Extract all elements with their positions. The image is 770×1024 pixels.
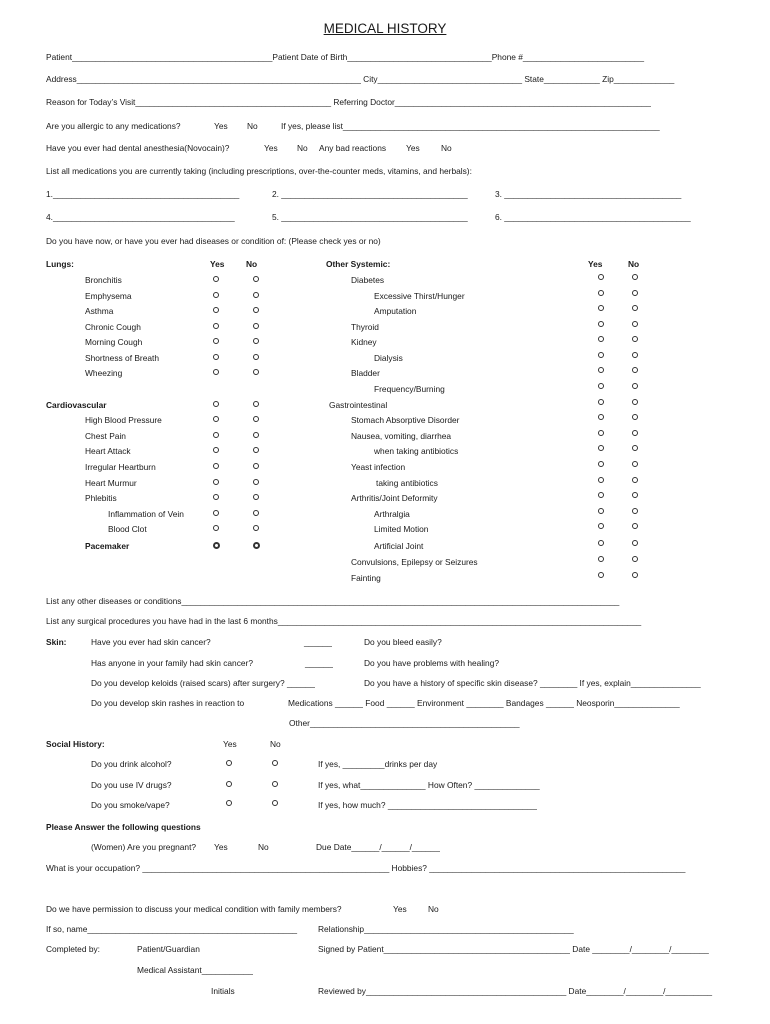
anesthesia-question: Have you ever had dental anesthesia(Novocain)? xyxy=(46,143,230,153)
condition-no-radio[interactable] xyxy=(253,447,259,453)
condition-yes-radio[interactable] xyxy=(213,276,219,282)
condition-no-radio[interactable] xyxy=(253,494,259,500)
condition-label: Fainting xyxy=(351,573,381,583)
condition-label: Stomach Absorptive Disorder xyxy=(351,415,460,425)
condition-yes-radio[interactable] xyxy=(213,447,219,453)
alcohol-yes-radio[interactable] xyxy=(226,760,232,766)
iv-drugs-yes-radio[interactable] xyxy=(226,781,232,787)
condition-label: Frequency/Burning xyxy=(374,384,445,394)
condition-yes-radio[interactable] xyxy=(598,572,604,578)
condition-label: Heart Murmur xyxy=(85,478,137,488)
condition-yes-radio[interactable] xyxy=(598,399,604,405)
condition-label: Asthma xyxy=(85,306,114,316)
condition-yes-radio[interactable] xyxy=(598,367,604,373)
iv-drugs-followup[interactable]: If yes, what______________ How Often? ______________ xyxy=(318,780,540,790)
alcohol-no-radio[interactable] xyxy=(272,760,278,766)
condition-yes-radio[interactable] xyxy=(598,492,604,498)
condition-yes-radio[interactable] xyxy=(598,290,604,296)
iv-drugs-question: Do you use IV drugs? xyxy=(91,780,172,790)
completed-by-label: Completed by: xyxy=(46,944,100,954)
condition-no-radio[interactable] xyxy=(632,274,638,280)
condition-no-radio[interactable] xyxy=(253,542,260,549)
patient-line[interactable]: Patient___________________________________________Patient Date of Birth_______________________________Phone #__________________________ xyxy=(46,52,645,62)
condition-no-radio[interactable] xyxy=(253,463,259,469)
condition-label: Chest Pain xyxy=(85,431,126,441)
reason-line[interactable]: Reason for Today’s Visit__________________________________________ Referring Doctor_______________________________________________________ xyxy=(46,97,651,107)
condition-label: Morning Cough xyxy=(85,337,143,347)
condition-no-radio[interactable] xyxy=(253,416,259,422)
condition-label: Yeast infection xyxy=(351,462,406,472)
condition-no-radio[interactable] xyxy=(632,367,638,373)
condition-yes-radio[interactable] xyxy=(213,494,219,500)
smoke-no-radio[interactable] xyxy=(272,800,278,806)
condition-label: Pacemaker xyxy=(85,541,130,551)
condition-label: Limited Motion xyxy=(374,524,429,534)
condition-yes-radio[interactable] xyxy=(213,479,219,485)
medications-intro: List all medications you are currently taking (including prescriptions, over-the-counter meds, vitamins, and herbals): xyxy=(46,166,472,176)
condition-no-radio[interactable] xyxy=(253,323,259,329)
patient-signature-line[interactable]: Signed by Patient________________________________________ Date ________/________/________ xyxy=(318,944,709,954)
condition-no-radio[interactable] xyxy=(632,508,638,514)
anesthesia-yes[interactable]: Yes xyxy=(264,143,278,153)
address-line[interactable]: Address_____________________________________________________________ City_______________________________ State____________ Zip_____________ xyxy=(46,74,675,84)
iv-drugs-no-radio[interactable] xyxy=(272,781,278,787)
smoke-question: Do you smoke/vape? xyxy=(91,800,170,810)
condition-yes-radio[interactable] xyxy=(213,338,219,344)
condition-no-radio[interactable] xyxy=(632,572,638,578)
condition-yes-radio[interactable] xyxy=(598,461,604,467)
skin-heading: Skin: xyxy=(46,637,67,647)
condition-yes-radio[interactable] xyxy=(598,274,604,280)
surgical-procedures-line[interactable]: List any surgical procedures you have had in the last 6 months______________________________________________________________________________ xyxy=(46,616,642,626)
condition-yes-radio[interactable] xyxy=(213,354,219,360)
condition-no-radio[interactable] xyxy=(253,510,259,516)
condition-yes-radio[interactable] xyxy=(598,523,604,529)
condition-yes-radio[interactable] xyxy=(598,477,604,483)
medication-line-2[interactable]: 2. ________________________________________ xyxy=(272,189,468,199)
medication-line-6[interactable]: 6. ________________________________________ xyxy=(495,212,691,222)
condition-yes-radio[interactable] xyxy=(598,414,604,420)
condition-label: when taking antibiotics xyxy=(374,446,459,456)
medication-line-3[interactable]: 3. ______________________________________ xyxy=(495,189,682,199)
due-date-line[interactable]: Due Date______/______/______ xyxy=(316,842,440,852)
patient-guardian-option[interactable]: Patient/Guardian xyxy=(137,944,200,954)
social-yes-heading: Yes xyxy=(223,739,237,749)
condition-yes-radio[interactable] xyxy=(213,432,219,438)
condition-no-radio[interactable] xyxy=(632,352,638,358)
left-no-heading: No xyxy=(246,259,258,269)
family-skin-cancer-question: Has anyone in your family had skin cancer? xyxy=(91,658,253,668)
family-skin-cancer-answer[interactable]: ______ xyxy=(305,658,333,668)
initials-label: Initials xyxy=(211,986,235,996)
condition-yes-radio[interactable] xyxy=(213,307,219,313)
condition-label: Dialysis xyxy=(374,353,403,363)
alcohol-question: Do you drink alcohol? xyxy=(91,759,172,769)
condition-no-radio[interactable] xyxy=(632,290,638,296)
allergic-yes[interactable]: Yes xyxy=(214,121,228,131)
healing-question: Do you have problems with healing? xyxy=(364,658,500,668)
social-no-heading: No xyxy=(270,739,281,749)
smoke-yes-radio[interactable] xyxy=(226,800,232,806)
condition-no-radio[interactable] xyxy=(253,292,259,298)
condition-label: High Blood Pressure xyxy=(85,415,162,425)
condition-no-radio[interactable] xyxy=(253,479,259,485)
condition-label: taking antibiotics xyxy=(376,478,438,488)
bad-reactions-no[interactable]: No xyxy=(441,143,452,153)
condition-yes-radio[interactable] xyxy=(598,352,604,358)
condition-yes-radio[interactable] xyxy=(598,508,604,514)
anesthesia-no[interactable]: No xyxy=(297,143,308,153)
condition-no-radio[interactable] xyxy=(253,401,259,407)
condition-label: Phlebitis xyxy=(85,493,117,503)
condition-yes-radio[interactable] xyxy=(598,540,604,546)
rash-other-line[interactable]: Other_____________________________________________ xyxy=(289,718,520,728)
condition-label: Nausea, vomiting, diarrhea xyxy=(351,431,452,441)
condition-no-radio[interactable] xyxy=(632,523,638,529)
condition-label: Kidney xyxy=(351,337,377,347)
condition-label: Chronic Cough xyxy=(85,322,141,332)
condition-yes-radio[interactable] xyxy=(213,416,219,422)
condition-no-radio[interactable] xyxy=(253,354,259,360)
form-title: MEDICAL HISTORY xyxy=(323,21,447,36)
condition-yes-radio[interactable] xyxy=(213,525,219,531)
rash-causes-line[interactable]: Medications ______ Food ______ Environment ________ Bandages ______ Neosporin______________ xyxy=(288,698,680,708)
condition-label: Shortness of Breath xyxy=(85,353,160,363)
condition-label: Arthralgia xyxy=(374,509,410,519)
condition-yes-radio[interactable] xyxy=(598,321,604,327)
medical-assistant-line[interactable]: Medical Assistant___________ xyxy=(137,965,253,975)
medication-line-1[interactable]: 1.________________________________________ xyxy=(46,189,240,199)
condition-no-radio[interactable] xyxy=(253,276,259,282)
condition-no-radio[interactable] xyxy=(632,556,638,562)
condition-yes-radio[interactable] xyxy=(598,305,604,311)
condition-label: Artificial Joint xyxy=(374,541,424,551)
bad-reactions-yes[interactable]: Yes xyxy=(406,143,420,153)
condition-label: Heart Attack xyxy=(85,446,131,456)
reviewed-by-line[interactable]: Reviewed by___________________________________________ Date________/________/__________ xyxy=(318,986,713,996)
condition-yes-radio[interactable] xyxy=(213,463,219,469)
condition-label: Cardiovascular xyxy=(46,400,107,410)
condition-yes-radio[interactable] xyxy=(598,556,604,562)
pregnant-question: (Women) Are you pregnant? xyxy=(91,842,197,852)
keloids-question[interactable]: Do you develop keloids (raised scars) after surgery? ______ xyxy=(91,678,315,688)
condition-no-radio[interactable] xyxy=(253,369,259,375)
condition-yes-radio[interactable] xyxy=(598,383,604,389)
condition-yes-radio[interactable] xyxy=(598,336,604,342)
condition-label: Excessive Thirst/Hunger xyxy=(374,291,465,301)
right-no-heading: No xyxy=(628,259,640,269)
permission-question: Do we have permission to discuss your medical condition with family members? xyxy=(46,904,342,914)
answer-questions-heading: Please Answer the following questions xyxy=(46,822,201,832)
condition-label: Emphysema xyxy=(85,291,132,301)
condition-no-radio[interactable] xyxy=(632,383,638,389)
condition-no-radio[interactable] xyxy=(253,432,259,438)
skin-cancer-answer[interactable]: ______ xyxy=(304,637,332,647)
alcohol-followup[interactable]: If yes, _________drinks per day xyxy=(318,759,438,769)
other-systemic-heading: Other Systemic: xyxy=(326,259,391,269)
skin-cancer-question: Have you ever had skin cancer? xyxy=(91,637,211,647)
skin-rashes-question: Do you develop skin rashes in reaction to xyxy=(91,698,245,708)
condition-no-radio[interactable] xyxy=(632,305,638,311)
allergic-no[interactable]: No xyxy=(247,121,258,131)
permission-no[interactable]: No xyxy=(428,904,439,914)
lungs-heading: Lungs: xyxy=(46,259,74,269)
condition-label: Wheezing xyxy=(85,368,123,378)
pregnant-no[interactable]: No xyxy=(258,842,269,852)
allergic-question: Are you allergic to any medications? xyxy=(46,121,181,131)
condition-no-radio[interactable] xyxy=(632,477,638,483)
medication-line-5[interactable]: 5. ________________________________________ xyxy=(272,212,468,222)
occupation-line[interactable]: What is your occupation? _____________________________________________________ Hobbies? _______________________________________________________ xyxy=(46,863,686,873)
condition-yes-radio[interactable] xyxy=(213,369,219,375)
allergic-list-line[interactable]: If yes, please list____________________________________________________________________ xyxy=(281,121,660,131)
condition-no-radio[interactable] xyxy=(632,399,638,405)
pregnant-yes[interactable]: Yes xyxy=(214,842,228,852)
diseases-intro: Do you have now, or have you ever had diseases or condition of: (Please check yes or no) xyxy=(46,236,381,246)
condition-label: Arthritis/Joint Deformity xyxy=(351,493,438,503)
bleed-easily-question: Do you bleed easily? xyxy=(364,637,442,647)
condition-label: Convulsions, Epilepsy or Seizures xyxy=(351,557,478,567)
condition-yes-radio[interactable] xyxy=(213,510,219,516)
social-history-heading: Social History: xyxy=(46,739,105,749)
bad-reactions-label: Any bad reactions xyxy=(319,143,387,153)
permission-yes[interactable]: Yes xyxy=(393,904,407,914)
condition-label: Gastrointestinal xyxy=(329,400,388,410)
condition-no-radio[interactable] xyxy=(632,540,638,546)
condition-no-radio[interactable] xyxy=(632,336,638,342)
condition-no-radio[interactable] xyxy=(632,430,638,436)
left-yes-heading: Yes xyxy=(210,259,225,269)
condition-label: Irregular Heartburn xyxy=(85,462,156,472)
condition-yes-radio[interactable] xyxy=(598,430,604,436)
family-name-line[interactable]: If so, name_____________________________________________ xyxy=(46,924,298,934)
skin-disease-history-question[interactable]: Do you have a history of specific skin disease? ________ If yes, explain_______________ xyxy=(364,678,701,688)
condition-no-radio[interactable] xyxy=(253,307,259,313)
condition-yes-radio[interactable] xyxy=(213,292,219,298)
condition-no-radio[interactable] xyxy=(632,414,638,420)
condition-label: Diabetes xyxy=(351,275,385,285)
condition-no-radio[interactable] xyxy=(632,445,638,451)
other-diseases-line[interactable]: List any other diseases or conditions______________________________________________________________________________________________ xyxy=(46,596,620,606)
right-yes-heading: Yes xyxy=(588,259,603,269)
condition-no-radio[interactable] xyxy=(632,492,638,498)
condition-no-radio[interactable] xyxy=(253,525,259,531)
condition-label: Thyroid xyxy=(351,322,379,332)
condition-yes-radio[interactable] xyxy=(213,401,219,407)
condition-yes-radio[interactable] xyxy=(598,445,604,451)
condition-no-radio[interactable] xyxy=(632,461,638,467)
condition-yes-radio[interactable] xyxy=(213,542,220,549)
condition-yes-radio[interactable] xyxy=(213,323,219,329)
condition-label: Inflammation of Vein xyxy=(108,509,184,519)
condition-no-radio[interactable] xyxy=(253,338,259,344)
condition-no-radio[interactable] xyxy=(632,321,638,327)
condition-label: Bronchitis xyxy=(85,275,122,285)
condition-label: Blood Clot xyxy=(108,524,147,534)
relationship-line[interactable]: Relationship_____________________________________________ xyxy=(318,924,574,934)
condition-label: Bladder xyxy=(351,368,380,378)
smoke-followup[interactable]: If yes, how much? ________________________________ xyxy=(318,800,537,810)
medication-line-4[interactable]: 4._______________________________________ xyxy=(46,212,235,222)
condition-label: Amputation xyxy=(374,306,417,316)
